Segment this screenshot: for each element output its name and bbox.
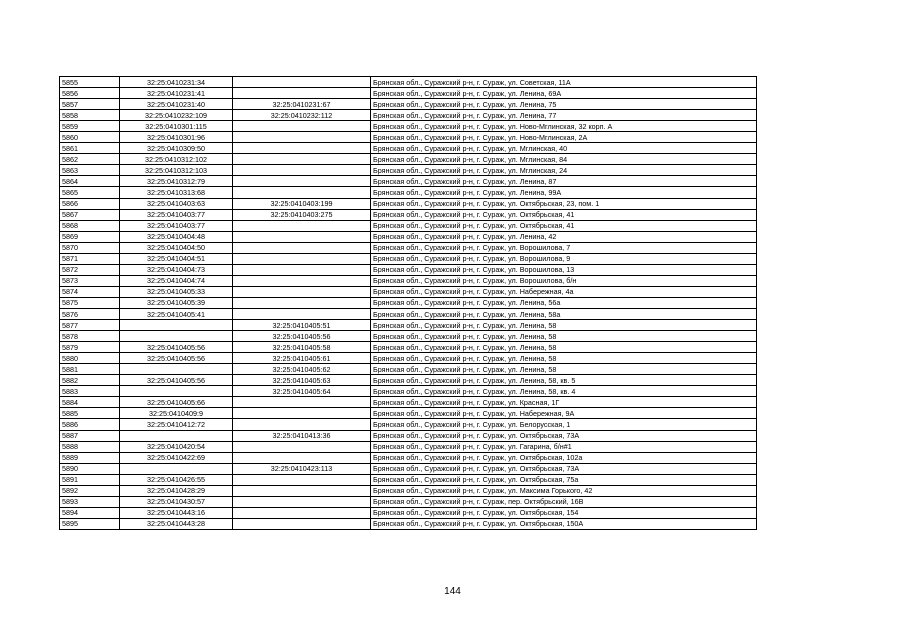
table-row bbox=[60, 308, 757, 319]
address-cell: Брянская обл., Суражский р-н, г. Сураж, ул. Ворошилова, б/н bbox=[371, 275, 757, 286]
address-cell: Брянская обл., Суражский р-н, г. Сураж, ул. Ленина, 58, кв. 4 bbox=[371, 386, 757, 397]
cadastral-number-cell: 32:25:0410312:79 bbox=[120, 176, 233, 187]
related-cadastral-number-cell: 32:25:0410232:112 bbox=[233, 110, 371, 121]
row-number-cell: 5871 bbox=[60, 253, 120, 264]
row-number-cell: 5858 bbox=[60, 110, 120, 121]
related-cadastral-number-cell bbox=[233, 176, 371, 187]
related-cadastral-number-cell bbox=[233, 242, 371, 253]
address-cell: Брянская обл., Суражский р-н, г. Сураж, ул. Набережная, 4а bbox=[371, 286, 757, 297]
row-number-cell: 5865 bbox=[60, 187, 120, 198]
row-number-cell: 5864 bbox=[60, 176, 120, 187]
row-number-cell: 5873 bbox=[60, 275, 120, 286]
cadastral-number-cell: 32:25:0410443:28 bbox=[120, 518, 233, 529]
table-row bbox=[60, 264, 757, 275]
cadastral-number-cell: 32:25:0410403:77 bbox=[120, 209, 233, 220]
related-cadastral-number-cell bbox=[233, 264, 371, 275]
related-cadastral-number-cell bbox=[233, 286, 371, 297]
related-cadastral-number-cell bbox=[233, 408, 371, 419]
related-cadastral-number-cell bbox=[233, 231, 371, 242]
related-cadastral-number-cell: 32:25:0410423:113 bbox=[233, 463, 371, 474]
row-number-cell: 5882 bbox=[60, 375, 120, 386]
table-row bbox=[60, 242, 757, 253]
address-cell: Брянская обл., Суражский р-н, г. Сураж, ул. Ленина, 87 bbox=[371, 176, 757, 187]
address-cell: Брянская обл., Суражский р-н, г. Сураж, ул. Мглинская, 84 bbox=[371, 154, 757, 165]
row-number-cell: 5855 bbox=[60, 77, 120, 88]
cadastral-number-cell bbox=[120, 386, 233, 397]
related-cadastral-number-cell bbox=[233, 187, 371, 198]
related-cadastral-number-cell bbox=[233, 253, 371, 264]
table-row bbox=[60, 209, 757, 220]
row-number-cell: 5872 bbox=[60, 264, 120, 275]
row-number-cell: 5859 bbox=[60, 121, 120, 132]
address-cell: Брянская обл., Суражский р-н, г. Сураж, ул. Ленина, 58, кв. 5 bbox=[371, 375, 757, 386]
address-cell: Брянская обл., Суражский р-н, г. Сураж, ул. Ленина, 77 bbox=[371, 110, 757, 121]
related-cadastral-number-cell bbox=[233, 275, 371, 286]
related-cadastral-number-cell bbox=[233, 88, 371, 99]
address-cell: Брянская обл., Суражский р-н, г. Сураж, ул. Ленина, 58 bbox=[371, 364, 757, 375]
address-cell: Брянская обл., Суражский р-н, г. Сураж, ул. Ворошилова, 9 bbox=[371, 253, 757, 264]
cadastral-number-cell: 32:25:0410404:50 bbox=[120, 242, 233, 253]
address-cell: Брянская обл., Суражский р-н, г. Сураж, ул. Ленина, 69А bbox=[371, 88, 757, 99]
row-number-cell: 5894 bbox=[60, 507, 120, 518]
cadastral-number-cell: 32:25:0410404:51 bbox=[120, 253, 233, 264]
related-cadastral-number-cell: 32:25:0410405:56 bbox=[233, 331, 371, 342]
related-cadastral-number-cell: 32:25:0410403:199 bbox=[233, 198, 371, 209]
row-number-cell: 5890 bbox=[60, 463, 120, 474]
cadastral-number-cell: 32:25:0410405:56 bbox=[120, 375, 233, 386]
related-cadastral-number-cell: 32:25:0410405:62 bbox=[233, 364, 371, 375]
related-cadastral-number-cell bbox=[233, 154, 371, 165]
table-row bbox=[60, 331, 757, 342]
table-row bbox=[60, 110, 757, 121]
table-row bbox=[60, 518, 757, 529]
related-cadastral-number-cell bbox=[233, 507, 371, 518]
row-number-cell: 5862 bbox=[60, 154, 120, 165]
cadastral-number-cell: 32:25:0410404:48 bbox=[120, 231, 233, 242]
table-row bbox=[60, 165, 757, 176]
address-cell: Брянская обл., Суражский р-н, г. Сураж, ул. Ленина, 42 bbox=[371, 231, 757, 242]
page-number: 144 bbox=[444, 586, 461, 597]
table-row bbox=[60, 408, 757, 419]
table-row bbox=[60, 143, 757, 154]
table-row bbox=[60, 375, 757, 386]
table-row bbox=[60, 474, 757, 485]
related-cadastral-number-cell bbox=[233, 441, 371, 452]
cadastral-number-cell bbox=[120, 364, 233, 375]
cadastral-number-cell: 32:25:0410409:9 bbox=[120, 408, 233, 419]
row-number-cell: 5856 bbox=[60, 88, 120, 99]
related-cadastral-number-cell: 32:25:0410231:67 bbox=[233, 99, 371, 110]
row-number-cell: 5876 bbox=[60, 308, 120, 319]
table-row bbox=[60, 441, 757, 452]
row-number-cell: 5884 bbox=[60, 397, 120, 408]
table-row bbox=[60, 463, 757, 474]
row-number-cell: 5887 bbox=[60, 430, 120, 441]
table-row bbox=[60, 121, 757, 132]
cadastral-number-cell: 32:25:0410301:115 bbox=[120, 121, 233, 132]
table-row bbox=[60, 231, 757, 242]
row-number-cell: 5869 bbox=[60, 231, 120, 242]
related-cadastral-number-cell bbox=[233, 143, 371, 154]
table-row bbox=[60, 386, 757, 397]
related-cadastral-number-cell: 32:25:0410403:275 bbox=[233, 209, 371, 220]
cadastral-number-cell: 32:25:0410422:69 bbox=[120, 452, 233, 463]
cadastral-number-cell: 32:25:0410405:33 bbox=[120, 286, 233, 297]
row-number-cell: 5868 bbox=[60, 220, 120, 231]
row-number-cell: 5895 bbox=[60, 518, 120, 529]
table-row bbox=[60, 320, 757, 331]
table-row bbox=[60, 485, 757, 496]
address-cell: Брянская обл., Суражский р-н, г. Сураж, ул. Октябрьская, 73А bbox=[371, 430, 757, 441]
row-number-cell: 5880 bbox=[60, 353, 120, 364]
address-cell: Брянская обл., Суражский р-н, г. Сураж, ул. Ленина, 75 bbox=[371, 99, 757, 110]
table-row bbox=[60, 99, 757, 110]
cadastral-number-cell: 32:25:0410443:16 bbox=[120, 507, 233, 518]
related-cadastral-number-cell bbox=[233, 397, 371, 408]
address-cell: Брянская обл., Суражский р-н, г. Сураж, ул. Набережная, 9А bbox=[371, 408, 757, 419]
row-number-cell: 5888 bbox=[60, 441, 120, 452]
table-row bbox=[60, 419, 757, 430]
related-cadastral-number-cell bbox=[233, 77, 371, 88]
row-number-cell: 5891 bbox=[60, 474, 120, 485]
address-cell: Брянская обл., Суражский р-н, г. Сураж, ул. Ленина, 58 bbox=[371, 342, 757, 353]
row-number-cell: 5867 bbox=[60, 209, 120, 220]
address-cell: Брянская обл., Суражский р-н, г. Сураж, ул. Октябрьская, 102а bbox=[371, 452, 757, 463]
row-number-cell: 5857 bbox=[60, 99, 120, 110]
address-cell: Брянская обл., Суражский р-н, г. Сураж, ул. Октябрьская, 154 bbox=[371, 507, 757, 518]
address-cell: Брянская обл., Суражский р-н, г. Сураж, ул. Ленина, 58 bbox=[371, 320, 757, 331]
address-cell: Брянская обл., Суражский р-н, г. Сураж, ул. Октябрьская, 41 bbox=[371, 209, 757, 220]
row-number-cell: 5870 bbox=[60, 242, 120, 253]
address-cell: Брянская обл., Суражский р-н, г. Сураж, ул. Ново-Мглинская, 32 корп. А bbox=[371, 121, 757, 132]
cadastral-number-cell: 32:25:0410405:66 bbox=[120, 397, 233, 408]
registry-table bbox=[59, 76, 757, 530]
cadastral-number-cell: 32:25:0410405:56 bbox=[120, 342, 233, 353]
related-cadastral-number-cell bbox=[233, 165, 371, 176]
cadastral-number-cell: 32:25:0410231:41 bbox=[120, 88, 233, 99]
row-number-cell: 5861 bbox=[60, 143, 120, 154]
table-row bbox=[60, 397, 757, 408]
registry-table-body bbox=[60, 77, 757, 530]
related-cadastral-number-cell bbox=[233, 496, 371, 507]
table-row bbox=[60, 187, 757, 198]
cadastral-number-cell: 32:25:0410231:34 bbox=[120, 77, 233, 88]
address-cell: Брянская обл., Суражский р-н, г. Сураж, ул. Октябрьская, 73А bbox=[371, 463, 757, 474]
row-number-cell: 5874 bbox=[60, 286, 120, 297]
related-cadastral-number-cell: 32:25:0410405:58 bbox=[233, 342, 371, 353]
table-row bbox=[60, 507, 757, 518]
table-row bbox=[60, 342, 757, 353]
table-row bbox=[60, 496, 757, 507]
cadastral-number-cell bbox=[120, 320, 233, 331]
cadastral-number-cell: 32:25:0410426:55 bbox=[120, 474, 233, 485]
row-number-cell: 5881 bbox=[60, 364, 120, 375]
address-cell: Брянская обл., Суражский р-н, г. Сураж, ул. Ленина, 99А bbox=[371, 187, 757, 198]
cadastral-number-cell bbox=[120, 430, 233, 441]
related-cadastral-number-cell bbox=[233, 518, 371, 529]
address-cell: Брянская обл., Суражский р-н, г. Сураж, ул. Ленина, 58 bbox=[371, 353, 757, 364]
cadastral-number-cell bbox=[120, 463, 233, 474]
cadastral-number-cell: 32:25:0410309:50 bbox=[120, 143, 233, 154]
address-cell: Брянская обл., Суражский р-н, г. Сураж, ул. Октябрьская, 41 bbox=[371, 220, 757, 231]
cadastral-number-cell: 32:25:0410232:109 bbox=[120, 110, 233, 121]
row-number-cell: 5875 bbox=[60, 297, 120, 308]
address-cell: Брянская обл., Суражский р-н, г. Сураж, ул. Октябрьская, 23, пом. 1 bbox=[371, 198, 757, 209]
related-cadastral-number-cell: 32:25:0410405:63 bbox=[233, 375, 371, 386]
table-row bbox=[60, 297, 757, 308]
table-row bbox=[60, 452, 757, 463]
address-cell: Брянская обл., Суражский р-н, г. Сураж, ул. Ворошилова, 7 bbox=[371, 242, 757, 253]
table-row bbox=[60, 88, 757, 99]
cadastral-number-cell: 32:25:0410403:63 bbox=[120, 198, 233, 209]
cadastral-number-cell: 32:25:0410231:40 bbox=[120, 99, 233, 110]
address-cell: Брянская обл., Суражский р-н, г. Сураж, ул. Гагарина, б/н#1 bbox=[371, 441, 757, 452]
address-cell: Брянская обл., Суражский р-н, г. Сураж, ул. Максима Горького, 42 bbox=[371, 485, 757, 496]
row-number-cell: 5860 bbox=[60, 132, 120, 143]
row-number-cell: 5885 bbox=[60, 408, 120, 419]
address-cell: Брянская обл., Суражский р-н, г. Сураж, ул. Мглинская, 24 bbox=[371, 165, 757, 176]
address-cell: Брянская обл., Суражский р-н, г. Сураж, ул. Ленина, 58 bbox=[371, 331, 757, 342]
cadastral-number-cell: 32:25:0410405:56 bbox=[120, 353, 233, 364]
related-cadastral-number-cell bbox=[233, 474, 371, 485]
cadastral-number-cell: 32:25:0410428:29 bbox=[120, 485, 233, 496]
address-cell: Брянская обл., Суражский р-н, г. Сураж, ул. Ворошилова, 13 bbox=[371, 264, 757, 275]
cadastral-number-cell: 32:25:0410403:77 bbox=[120, 220, 233, 231]
table-row bbox=[60, 353, 757, 364]
related-cadastral-number-cell bbox=[233, 485, 371, 496]
row-number-cell: 5863 bbox=[60, 165, 120, 176]
cadastral-number-cell: 32:25:0410404:74 bbox=[120, 275, 233, 286]
table-row bbox=[60, 176, 757, 187]
address-cell: Брянская обл., Суражский р-н, г. Сураж, ул. Советская, 11А bbox=[371, 77, 757, 88]
cadastral-number-cell: 32:25:0410301:96 bbox=[120, 132, 233, 143]
address-cell: Брянская обл., Суражский р-н, г. Сураж, ул. Мглинская, 40 bbox=[371, 143, 757, 154]
address-cell: Брянская обл., Суражский р-н, г. Сураж, ул. Ново-Мглинская, 2А bbox=[371, 132, 757, 143]
address-cell: Брянская обл., Суражский р-н, г. Сураж, пер. Октябрьский, 16В bbox=[371, 496, 757, 507]
table-row bbox=[60, 154, 757, 165]
cadastral-number-cell: 32:25:0410312:103 bbox=[120, 165, 233, 176]
related-cadastral-number-cell bbox=[233, 419, 371, 430]
cadastral-number-cell: 32:25:0410405:41 bbox=[120, 308, 233, 319]
table-row bbox=[60, 220, 757, 231]
related-cadastral-number-cell: 32:25:0410413:36 bbox=[233, 430, 371, 441]
cadastral-number-cell: 32:25:0410312:102 bbox=[120, 154, 233, 165]
related-cadastral-number-cell bbox=[233, 452, 371, 463]
cadastral-number-cell: 32:25:0410420:54 bbox=[120, 441, 233, 452]
related-cadastral-number-cell bbox=[233, 308, 371, 319]
table-row bbox=[60, 364, 757, 375]
table-row bbox=[60, 286, 757, 297]
cadastral-number-cell: 32:25:0410405:39 bbox=[120, 297, 233, 308]
table-row bbox=[60, 132, 757, 143]
related-cadastral-number-cell: 32:25:0410405:51 bbox=[233, 320, 371, 331]
cadastral-number-cell: 32:25:0410412:72 bbox=[120, 419, 233, 430]
table-row bbox=[60, 275, 757, 286]
address-cell: Брянская обл., Суражский р-н, г. Сураж, ул. Ленина, 56а bbox=[371, 297, 757, 308]
address-cell: Брянская обл., Суражский р-н, г. Сураж, ул. Октябрьская, 75а bbox=[371, 474, 757, 485]
cadastral-number-cell: 32:25:0410313:68 bbox=[120, 187, 233, 198]
row-number-cell: 5892 bbox=[60, 485, 120, 496]
cadastral-number-cell: 32:25:0410430:57 bbox=[120, 496, 233, 507]
related-cadastral-number-cell bbox=[233, 121, 371, 132]
row-number-cell: 5879 bbox=[60, 342, 120, 353]
table-row bbox=[60, 77, 757, 88]
table-row bbox=[60, 430, 757, 441]
cadastral-number-cell bbox=[120, 331, 233, 342]
related-cadastral-number-cell bbox=[233, 132, 371, 143]
related-cadastral-number-cell bbox=[233, 297, 371, 308]
row-number-cell: 5883 bbox=[60, 386, 120, 397]
row-number-cell: 5878 bbox=[60, 331, 120, 342]
related-cadastral-number-cell bbox=[233, 220, 371, 231]
related-cadastral-number-cell: 32:25:0410405:61 bbox=[233, 353, 371, 364]
table-row bbox=[60, 198, 757, 209]
row-number-cell: 5893 bbox=[60, 496, 120, 507]
address-cell: Брянская обл., Суражский р-н, г. Сураж, ул. Ленина, 58а bbox=[371, 308, 757, 319]
address-cell: Брянская обл., Суражский р-н, г. Сураж, ул. Октябрьская, 150А bbox=[371, 518, 757, 529]
row-number-cell: 5889 bbox=[60, 452, 120, 463]
cadastral-number-cell: 32:25:0410404:73 bbox=[120, 264, 233, 275]
address-cell: Брянская обл., Суражский р-н, г. Сураж, ул. Белорусская, 1 bbox=[371, 419, 757, 430]
table-row bbox=[60, 253, 757, 264]
row-number-cell: 5877 bbox=[60, 320, 120, 331]
row-number-cell: 5866 bbox=[60, 198, 120, 209]
row-number-cell: 5886 bbox=[60, 419, 120, 430]
address-cell: Брянская обл., Суражский р-н, г. Сураж, ул. Красная, 1Г bbox=[371, 397, 757, 408]
related-cadastral-number-cell: 32:25:0410405:64 bbox=[233, 386, 371, 397]
